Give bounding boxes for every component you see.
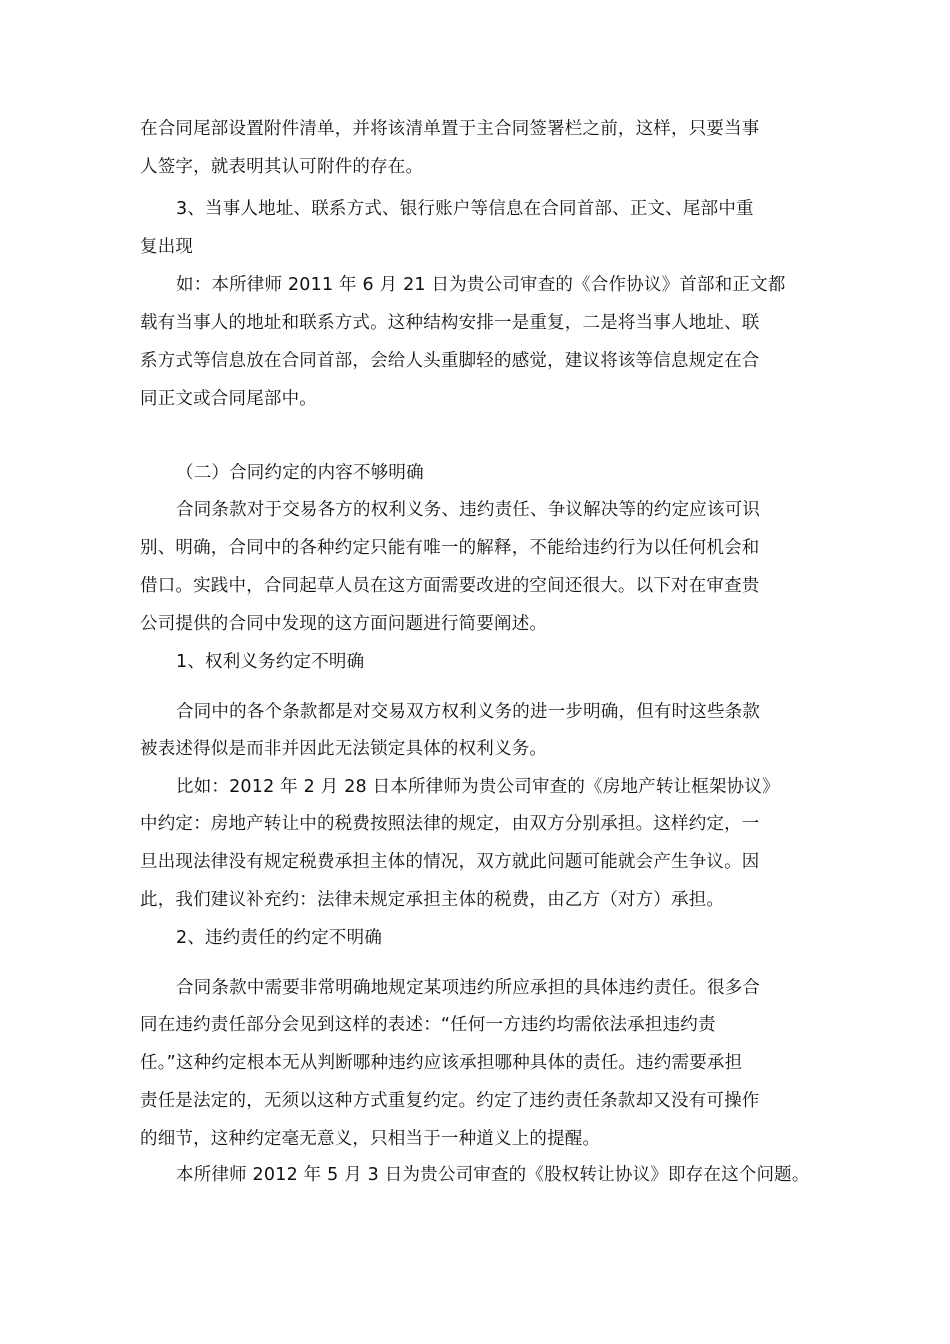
text-line: 载有当事人的地址和联系方式。这种结构安排一是重复，二是将当事人地址、联 [140,313,760,333]
text-line: 同正文或合同尾部中。 [140,389,317,409]
text-line: 如：本所律师 2011 年 6 月 21 日为贵公司审查的《合作协议》首部和正文都 [176,275,786,295]
text-line: 系方式等信息放在合同首部，会给人头重脚轻的感觉，建议将该等信息规定在合 [140,351,760,371]
text-line: 合同中的各个条款都是对交易双方权利义务的进一步明确，但有时这些条款 [176,702,761,722]
text-line: 复出现 [140,237,194,257]
section-heading: （二）合同约定的内容不够明确 [176,463,424,483]
text-line: 中约定：房地产转让中的税费按照法律的规定，由双方分别承担。这样约定，一 [140,814,760,834]
text-line: 比如：2012 年 2 月 28 日本所律师为贵公司审查的《房地产转让框架协议》 [176,777,780,797]
list-item-heading: 3、当事人地址、联系方式、银行账户等信息在合同首部、正文、尾部中重 [176,199,754,219]
text-line: 借口。实践中，合同起草人员在这方面需要改进的空间还很大。以下对在审查贵 [140,576,760,596]
text-line: 公司提供的合同中发现的这方面问题进行简要阐述。 [140,614,548,634]
text-line: 任。”这种约定根本无从判断哪种违约应该承担哪种具体的责任。违约需要承担 [140,1053,743,1073]
text-line: 责任是法定的，无须以这种方式重复约定。约定了违约责任条款却又没有可操作 [140,1091,760,1111]
text-line: 在合同尾部设置附件清单，并将该清单置于主合同签署栏之前，这样，只要当事 [140,119,760,139]
text-line: 人签字，就表明其认可附件的存在。 [140,157,424,177]
text-line: 本所律师 2012 年 5 月 3 日为贵公司审查的《股权转让协议》即存在这个问题。 [176,1165,810,1185]
text-line: 此，我们建议补充约：法律未规定承担主体的税费，由乙方（对方）承担。 [140,890,725,910]
text-line: 合同条款对于交易各方的权利义务、违约责任、争议解决等的约定应该可识 [176,500,761,520]
text-line: 合同条款中需要非常明确地规定某项违约所应承担的具体违约责任。很多合 [176,978,761,998]
text-line: 被表述得似是而非并因此无法锁定具体的权利义务。 [140,739,548,759]
text-line: 同在违约责任部分会见到这样的表述：“任何一方违约均需依法承担违约责 [140,1015,716,1035]
list-item-heading: 2、违约责任的约定不明确 [176,928,383,948]
text-line: 别、明确，合同中的各种约定只能有唯一的解释，不能给违约行为以任何机会和 [140,538,760,558]
list-item-heading: 1、权利义务约定不明确 [176,652,365,672]
text-line: 旦出现法律没有规定税费承担主体的情况，双方就此问题可能就会产生争议。因 [140,852,760,872]
text-line: 的细节，这种约定毫无意义，只相当于一种道义上的提醒。 [140,1129,601,1149]
